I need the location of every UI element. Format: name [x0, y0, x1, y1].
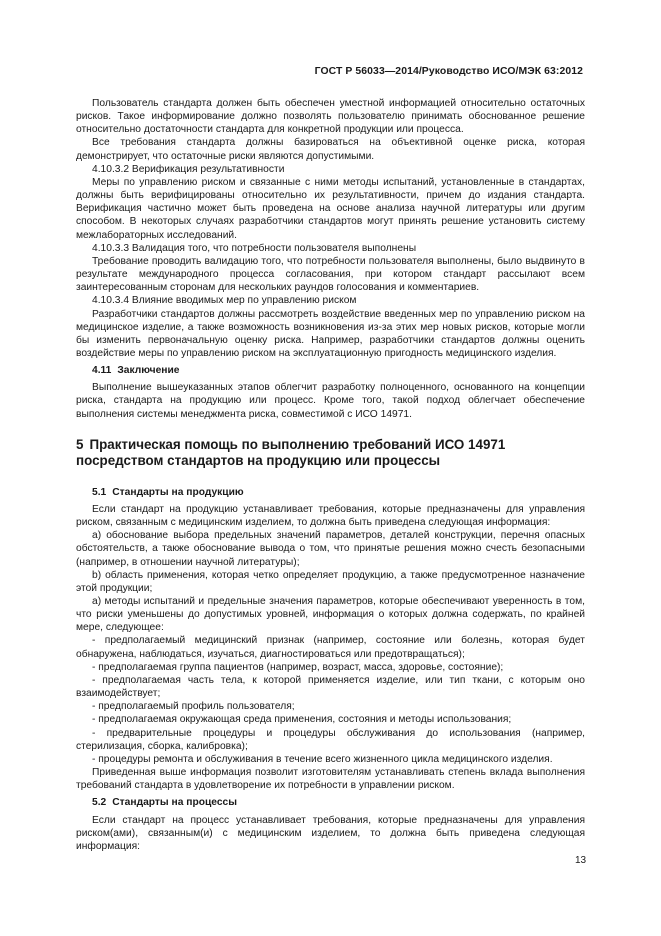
- section-title: Заключение: [117, 365, 180, 377]
- section-heading-5-2: [76, 796, 585, 809]
- page-number: 13: [575, 855, 587, 866]
- dash-item: - предполагаемая группа пациентов (например, возраст, масса, здоровье, состояние);: [92, 661, 504, 673]
- dash-item: - предварительные процедуры и процедуры обслуживания до использования (например, стерилизация, сборка, калибровка);: [76, 727, 585, 752]
- list-item: а) методы испытаний и предельные значения параметров, которые обеспечивают уверенность в том, что риски уменьшены до допустимых уровней, информация о которых должна содержать, по крайней мере, следующее:: [76, 596, 585, 634]
- paragraph: Пользователь стандарта должен быть обеспечен уместной информацией относительно остаточных рисков. Такое информирование должно позволять пользователю принимать обоснованное решение относительно достаточности стандарта для конкретной продукции или процесса.: [76, 98, 585, 136]
- paragraph: Если стандарт на продукцию устанавливает требования, которые предназначены для управления риском, связанным с медицинским изделием, то должна быть приведена следующая информация:: [76, 503, 585, 529]
- paragraph: Если стандарт на процесс устанавливает требования, которые предназначены для управления риском(ами), связанным(и) с медицинским изделием, то должна быть приведена следующая информация:: [76, 814, 585, 852]
- body-text: [76, 97, 585, 853]
- paragraph: Приведенная выше информация позволит изготовителям устанавливать степень вклада выполнения требований стандарта в удовлетворение их потребности в управлении риском.: [76, 767, 585, 792]
- running-header: ГОСТ Р 56033—2014/Руководство ИСО/МЭК 63:2012: [314, 66, 583, 77]
- dash-item: - предполагаемая окружающая среда применения, состояния и методы использования;: [92, 714, 512, 726]
- section-number: 5.1: [92, 486, 107, 498]
- subsection-heading-4-10-3-4: 4.10.3.4 Влияние вводимых мер по управлению риском: [92, 295, 357, 307]
- section-title: Стандарты на продукцию: [112, 486, 244, 498]
- paragraph: Меры по управлению риском и связанные с ними методы испытаний, установленные в стандартах, должны быть верифицированы относительно их результативности, причем до издания стандарта. Верификация частично может быть проведена на основе анализа научной литературы или другим способом. В некоторых случаях разработчики стандартов могут принять решение установить систему межлабораторных исследований.: [76, 176, 585, 241]
- subsection-heading-4-10-3-3: 4.10.3.3 Валидация того, что потребности пользователя выполнены: [92, 242, 417, 254]
- paragraph: Выполнение вышеуказанных этапов облегчит разработку полноценного, основанного на концепции риска, стандарта на продукцию или процесс. Кроме того, такой подход облегчает обеспечение выполнения системы менеджмента риска, совместимой с ИСО 14971.: [76, 382, 585, 420]
- section-heading-5-1: [76, 486, 585, 499]
- section-title: Практическая помощь по выполнению требований ИСО 14971 посредством стандартов на продукцию или процессы: [76, 436, 506, 469]
- paragraph: Разработчики стандартов должны рассмотреть воздействие введенных мер по управлению риском на медицинское изделие, а также возможность возникновения из-за этих мер новых рисков, которые могли бы изменить первоначальную оценку риска. Например, разработчики стандартов должны оценить воздействие меры по управлению риском на эксплуатационную пригодность медицинского изделия.: [76, 308, 585, 359]
- section-number: 5: [76, 436, 84, 452]
- paragraph: Все требования стандарта должны базироваться на объективной оценке риска, которая демонстрирует, что остаточные риски являются допустимыми.: [76, 137, 585, 162]
- dash-item: - предполагаемая часть тела, к которой применяется изделие, или тип ткани, с которым оно взаимодействует;: [76, 674, 585, 700]
- subsection-heading-4-10-3-2: 4.10.3.2 Верификация результативности: [92, 163, 285, 175]
- dash-item: - предполагаемый медицинский признак (например, состояние или болезнь, которая будет обнаружена, наблюдаться, изучаться, диагностироваться или предотвращаться);: [76, 635, 585, 660]
- dash-item: - предполагаемый профиль пользователя;: [92, 701, 295, 713]
- paragraph: Требование проводить валидацию того, что потребности пользователя выполнены, было выдвинуто в результате международного процесса согласования, при котором стандарт рассылают всем заинтересованным сторонам для нескольких раундов голосования и комментариев.: [76, 255, 585, 294]
- list-item: а) обоснование выбора предельных значений параметров, деталей конструкции, перечня опасных обстоятельств, а также обоснование вывода о том, что принятые решения можно счесть безопасными (например, в отношении научной литературы);: [76, 530, 585, 568]
- dash-item: - процедуры ремонта и обслуживания в течение всего жизненного цикла медицинского изделия.: [92, 753, 553, 765]
- section-heading-5: [76, 437, 585, 470]
- section-number: 5.2: [92, 797, 107, 809]
- list-item: b) область применения, которая четко определяет продукцию, а также предусмотренное назначение этой продукции;: [76, 569, 585, 594]
- section-heading-4-11: [76, 364, 585, 377]
- section-number: 4.11: [92, 365, 112, 377]
- section-title: Стандарты на процессы: [112, 797, 237, 809]
